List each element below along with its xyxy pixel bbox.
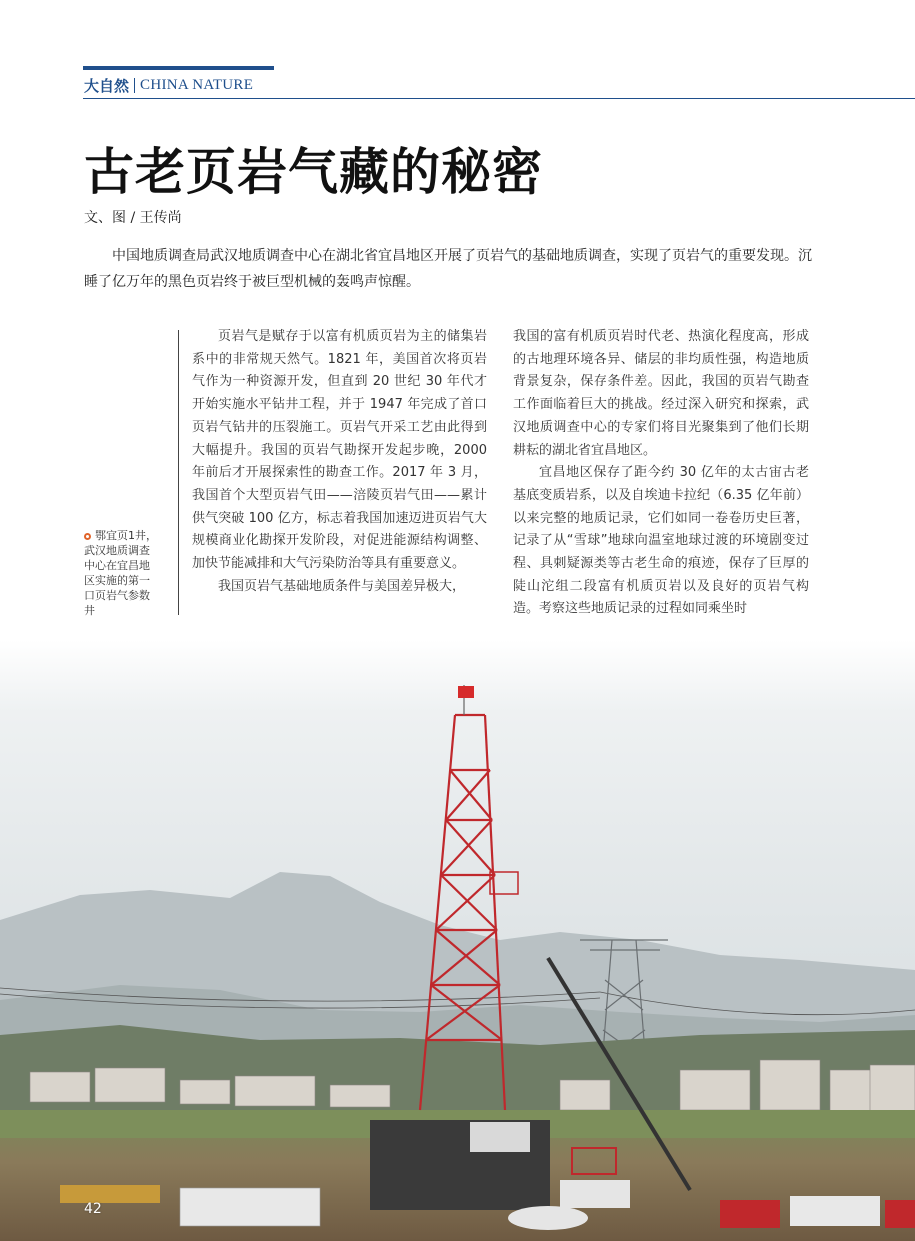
section-header — [84, 75, 253, 95]
body-paragraph: 我国页岩气基础地质条件与美国差异极大， — [218, 578, 466, 594]
header-rule — [83, 98, 915, 99]
article-lead: 中国地质调查局武汉地质调查中心在湖北省宜昌地区开展了页岩气的基础地质调查，实现了页岩气的重要发现。沉睡了亿万年的黑色页岩终于被巨型机械的轰鸣声惊醒。 — [84, 248, 812, 290]
body-paragraph: 我国的富有机质页岩时代老、热演化程度高，形成的古地理环境各异、储层的非均质性强，构造地质背景复杂，保存条件差。因此，我国的页岩气勘查工作面临着巨大的挑战。经过深入研究和探索，武汉地质调查中心的专家们将目光聚集到了他们长期耕耘的湖北省宜昌地区。 — [513, 329, 809, 458]
article-byline: 文、图 / 王传尚 — [84, 210, 182, 226]
caption-text: 鄂宜页1井，武汉地质调查中心在宜昌地区实施的第一口页岩气参数井 — [84, 529, 157, 617]
body-column-1 — [192, 326, 487, 598]
section-divider — [134, 78, 135, 93]
caption-bullet-icon — [84, 533, 91, 540]
article-title: 古老页岩气藏的秘密 — [84, 143, 543, 201]
section-name-cn: 大自然 — [84, 76, 130, 95]
body-paragraph: 宜昌地区保存了距今约 30 亿年的太古宙古老基底变质岩系，以及自埃迪卡拉纪（6.35 亿年前）以来完整的地质记录，它们如同一卷卷历史巨著，记录了从“雪球”地球向温室地球过渡的环境剧变过程、具刺疑源类等古老生命的痕迹，保存了巨厚的陡山沱组二段富有机质页岩以及良好的页岩气构造。考察这些地质记录的过程如同乘坐时 — [513, 465, 809, 617]
body-column-2 — [513, 326, 809, 621]
caption-divider — [178, 330, 179, 615]
section-name-en: CHINA NATURE — [140, 76, 254, 93]
body-paragraph: 页岩气是赋存于以富有机质页岩为主的储集岩系中的非常规天然气。1821 年，美国首次将页岩气作为一种资源开发，但直到 20 世纪 30 年代才开始实施水平钻井工程，并于 1947 年完成了首口页岩气钻井的压裂施工。页岩气开采工艺由此得到大幅提升。我国的页岩气勘探开发起步晚，2000 年前后才开展探索性的勘查工作。2017 年 3 月，我国首个大型页岩气田——涪陵页岩气田——累计供气突破 100 亿方，标志着我国加速迈进页岩气大规模商业化勘探开发阶段，对促进能源结构调整、加快节能减排和大气污染防治等具有重要意义。 — [192, 329, 487, 572]
drilling-rig-photo — [0, 640, 915, 1241]
header-accent-bar — [83, 66, 274, 70]
photo-caption — [84, 528, 158, 618]
page-number: 42 — [84, 1201, 102, 1217]
